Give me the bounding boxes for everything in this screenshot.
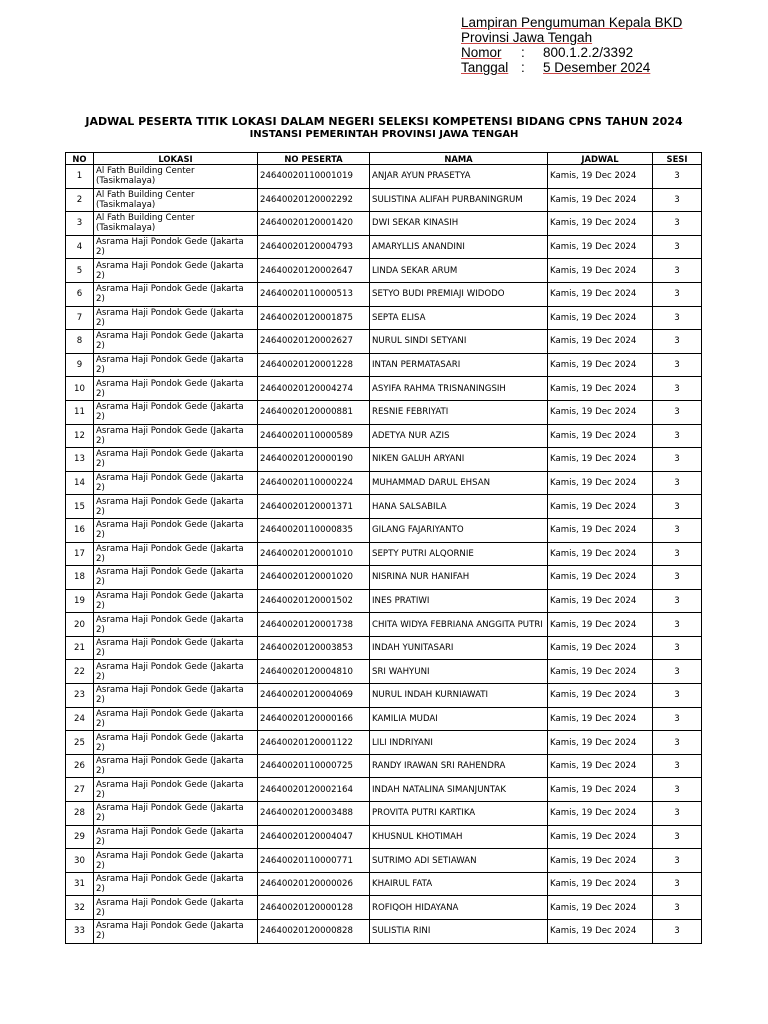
nomor-value: 800.1.2.2/3392 — [543, 45, 634, 60]
cell-no: 4 — [66, 235, 94, 259]
cell-lokasi: Asrama Haji Pondok Gede (Jakarta 2) — [94, 613, 258, 637]
cell-nama: NURUL SINDI SETYANI — [370, 330, 548, 354]
cell-no-peserta: 24640020120004069 — [258, 684, 370, 708]
table-row — [66, 448, 702, 472]
table-row — [66, 377, 702, 401]
cell-nama: RANDY IRAWAN SRI RAHENDRA — [370, 754, 548, 778]
cell-nama: LILI INDRIYANI — [370, 731, 548, 755]
cell-no: 24 — [66, 707, 94, 731]
cell-jadwal: Kamis, 19 Dec 2024 — [548, 542, 653, 566]
cell-lokasi: Asrama Haji Pondok Gede (Jakarta 2) — [94, 377, 258, 401]
cell-no-peserta: 24640020110001019 — [258, 165, 370, 189]
cell-jadwal: Kamis, 19 Dec 2024 — [548, 920, 653, 944]
cell-no: 25 — [66, 731, 94, 755]
cell-no: 22 — [66, 660, 94, 684]
cell-sesi: 3 — [653, 825, 702, 849]
col-header-jadwal: JADWAL — [548, 153, 653, 165]
cell-sesi: 3 — [653, 684, 702, 708]
tanggal-colon: : — [521, 60, 525, 75]
cell-no: 32 — [66, 896, 94, 920]
cell-nama: NISRINA NUR HANIFAH — [370, 566, 548, 590]
table-row — [66, 684, 702, 708]
cell-no: 18 — [66, 566, 94, 590]
cell-lokasi: Asrama Haji Pondok Gede (Jakarta 2) — [94, 518, 258, 542]
cell-no-peserta: 24640020120002647 — [258, 259, 370, 283]
cell-lokasi: Asrama Haji Pondok Gede (Jakarta 2) — [94, 778, 258, 802]
nomor-label: Nomor — [461, 45, 502, 60]
cell-jadwal: Kamis, 19 Dec 2024 — [548, 589, 653, 613]
cell-sesi: 3 — [653, 802, 702, 826]
cell-nama: ADETYA NUR AZIS — [370, 424, 548, 448]
cell-no: 7 — [66, 306, 94, 330]
cell-sesi: 3 — [653, 259, 702, 283]
table-row — [66, 589, 702, 613]
cell-no-peserta: 24640020120000828 — [258, 920, 370, 944]
cell-nama: SULISTINA ALIFAH PURBANINGRUM — [370, 188, 548, 212]
tanggal-value: 5 Desember 2024 — [543, 60, 651, 75]
cell-sesi: 3 — [653, 282, 702, 306]
cell-nama: KHUSNUL KHOTIMAH — [370, 825, 548, 849]
cell-jadwal: Kamis, 19 Dec 2024 — [548, 872, 653, 896]
table-row — [66, 495, 702, 519]
schedule-table — [65, 152, 702, 944]
table-row — [66, 542, 702, 566]
cell-lokasi: Asrama Haji Pondok Gede (Jakarta 2) — [94, 495, 258, 519]
cell-lokasi: Asrama Haji Pondok Gede (Jakarta 2) — [94, 589, 258, 613]
cell-nama: PROVITA PUTRI KARTIKA — [370, 802, 548, 826]
cell-sesi: 3 — [653, 778, 702, 802]
table-row — [66, 754, 702, 778]
cell-no-peserta: 24640020120001502 — [258, 589, 370, 613]
cell-nama: INDAH YUNITASARI — [370, 636, 548, 660]
cell-lokasi: Asrama Haji Pondok Gede (Jakarta 2) — [94, 849, 258, 873]
cell-no-peserta: 24640020120000026 — [258, 872, 370, 896]
cell-jadwal: Kamis, 19 Dec 2024 — [548, 235, 653, 259]
cell-nama: SULISTIA RINI — [370, 920, 548, 944]
table-row — [66, 400, 702, 424]
table-row — [66, 424, 702, 448]
cell-nama: ANJAR AYUN PRASETYA — [370, 165, 548, 189]
cell-no: 10 — [66, 377, 94, 401]
cell-no-peserta: 24640020110000513 — [258, 282, 370, 306]
table-row — [66, 802, 702, 826]
table-row — [66, 920, 702, 944]
cell-sesi: 3 — [653, 188, 702, 212]
cell-lokasi: Asrama Haji Pondok Gede (Jakarta 2) — [94, 448, 258, 472]
col-header-no-peserta: NO PESERTA — [258, 153, 370, 165]
cell-sesi: 3 — [653, 495, 702, 519]
cell-no: 13 — [66, 448, 94, 472]
tanggal-row — [461, 60, 682, 75]
cell-jadwal: Kamis, 19 Dec 2024 — [548, 377, 653, 401]
cell-no: 31 — [66, 872, 94, 896]
cell-lokasi: Asrama Haji Pondok Gede (Jakarta 2) — [94, 684, 258, 708]
cell-jadwal: Kamis, 19 Dec 2024 — [548, 707, 653, 731]
cell-no-peserta: 24640020120001228 — [258, 353, 370, 377]
table-row — [66, 235, 702, 259]
cell-lokasi: Al Fath Building Center (Tasikmalaya) — [94, 165, 258, 189]
cell-lokasi: Asrama Haji Pondok Gede (Jakarta 2) — [94, 802, 258, 826]
cell-jadwal: Kamis, 19 Dec 2024 — [548, 896, 653, 920]
table-row — [66, 165, 702, 189]
table-row — [66, 518, 702, 542]
cell-no-peserta: 24640020120001122 — [258, 731, 370, 755]
cell-lokasi: Asrama Haji Pondok Gede (Jakarta 2) — [94, 306, 258, 330]
cell-no: 29 — [66, 825, 94, 849]
cell-no: 12 — [66, 424, 94, 448]
cell-no: 15 — [66, 495, 94, 519]
cell-nama: SEPTA ELISA — [370, 306, 548, 330]
table-row — [66, 353, 702, 377]
cell-sesi: 3 — [653, 424, 702, 448]
cell-no-peserta: 24640020120000190 — [258, 448, 370, 472]
cell-sesi: 3 — [653, 353, 702, 377]
cell-sesi: 3 — [653, 872, 702, 896]
cell-jadwal: Kamis, 19 Dec 2024 — [548, 778, 653, 802]
table-row — [66, 330, 702, 354]
cell-sesi: 3 — [653, 471, 702, 495]
cell-no-peserta: 24640020110000771 — [258, 849, 370, 873]
cell-jadwal: Kamis, 19 Dec 2024 — [548, 188, 653, 212]
cell-lokasi: Asrama Haji Pondok Gede (Jakarta 2) — [94, 353, 258, 377]
cell-jadwal: Kamis, 19 Dec 2024 — [548, 448, 653, 472]
cell-lokasi: Asrama Haji Pondok Gede (Jakarta 2) — [94, 707, 258, 731]
cell-jadwal: Kamis, 19 Dec 2024 — [548, 731, 653, 755]
cell-jadwal: Kamis, 19 Dec 2024 — [548, 636, 653, 660]
cell-no: 19 — [66, 589, 94, 613]
nomor-colon: : — [521, 45, 525, 60]
cell-lokasi: Asrama Haji Pondok Gede (Jakarta 2) — [94, 872, 258, 896]
cell-no: 6 — [66, 282, 94, 306]
cell-no: 33 — [66, 920, 94, 944]
cell-jadwal: Kamis, 19 Dec 2024 — [548, 330, 653, 354]
cell-no: 9 — [66, 353, 94, 377]
cell-jadwal: Kamis, 19 Dec 2024 — [548, 259, 653, 283]
cell-nama: MUHAMMAD DARUL EHSAN — [370, 471, 548, 495]
cell-nama: NIKEN GALUH ARYANI — [370, 448, 548, 472]
table-row — [66, 707, 702, 731]
letter-header — [461, 15, 682, 75]
cell-nama: ASYIFA RAHMA TRISNANINGSIH — [370, 377, 548, 401]
cell-lokasi: Asrama Haji Pondok Gede (Jakarta 2) — [94, 825, 258, 849]
cell-no-peserta: 24640020120001875 — [258, 306, 370, 330]
cell-jadwal: Kamis, 19 Dec 2024 — [548, 424, 653, 448]
cell-no-peserta: 24640020120004810 — [258, 660, 370, 684]
cell-lokasi: Asrama Haji Pondok Gede (Jakarta 2) — [94, 282, 258, 306]
document-subtitle: INSTANSI PEMERINTAH PROVINSI JAWA TENGAH — [249, 129, 519, 140]
cell-sesi: 3 — [653, 212, 702, 236]
cell-no-peserta: 24640020120003488 — [258, 802, 370, 826]
cell-jadwal: Kamis, 19 Dec 2024 — [548, 660, 653, 684]
cell-no-peserta: 24640020120001420 — [258, 212, 370, 236]
table-row — [66, 778, 702, 802]
cell-lokasi: Asrama Haji Pondok Gede (Jakarta 2) — [94, 731, 258, 755]
col-header-sesi: SESI — [653, 153, 702, 165]
table-row — [66, 188, 702, 212]
cell-lokasi: Asrama Haji Pondok Gede (Jakarta 2) — [94, 920, 258, 944]
table-row — [66, 849, 702, 873]
cell-no: 28 — [66, 802, 94, 826]
cell-nama: KAMILIA MUDAI — [370, 707, 548, 731]
cell-no-peserta: 24640020110000835 — [258, 518, 370, 542]
cell-sesi: 3 — [653, 165, 702, 189]
cell-sesi: 3 — [653, 589, 702, 613]
cell-lokasi: Asrama Haji Pondok Gede (Jakarta 2) — [94, 400, 258, 424]
cell-no-peserta: 24640020110000589 — [258, 424, 370, 448]
tanggal-label: Tanggal — [461, 60, 509, 75]
table-row — [66, 282, 702, 306]
cell-no: 23 — [66, 684, 94, 708]
cell-sesi: 3 — [653, 566, 702, 590]
cell-no-peserta: 24640020120002164 — [258, 778, 370, 802]
cell-no-peserta: 24640020120003853 — [258, 636, 370, 660]
col-header-lokasi: LOKASI — [94, 153, 258, 165]
cell-nama: DWI SEKAR KINASIH — [370, 212, 548, 236]
cell-no-peserta: 24640020120002627 — [258, 330, 370, 354]
cell-jadwal: Kamis, 19 Dec 2024 — [548, 566, 653, 590]
cell-no: 11 — [66, 400, 94, 424]
cell-nama: SRI WAHYUNI — [370, 660, 548, 684]
cell-nama: SUTRIMO ADI SETIAWAN — [370, 849, 548, 873]
cell-sesi: 3 — [653, 518, 702, 542]
cell-lokasi: Al Fath Building Center (Tasikmalaya) — [94, 188, 258, 212]
cell-lokasi: Asrama Haji Pondok Gede (Jakarta 2) — [94, 330, 258, 354]
cell-lokasi: Asrama Haji Pondok Gede (Jakarta 2) — [94, 754, 258, 778]
cell-sesi: 3 — [653, 754, 702, 778]
table-row — [66, 471, 702, 495]
cell-lokasi: Asrama Haji Pondok Gede (Jakarta 2) — [94, 471, 258, 495]
table-row — [66, 636, 702, 660]
cell-jadwal: Kamis, 19 Dec 2024 — [548, 754, 653, 778]
cell-no: 8 — [66, 330, 94, 354]
document-title: JADWAL PESERTA TITIK LOKASI DALAM NEGERI SELEKSI KOMPETENSI BIDANG CPNS TAHUN 2024 — [85, 115, 683, 128]
cell-nama: HANA SALSABILA — [370, 495, 548, 519]
table-row — [66, 660, 702, 684]
cell-no: 1 — [66, 165, 94, 189]
cell-lokasi: Al Fath Building Center (Tasikmalaya) — [94, 212, 258, 236]
cell-sesi: 3 — [653, 448, 702, 472]
cell-sesi: 3 — [653, 377, 702, 401]
cell-jadwal: Kamis, 19 Dec 2024 — [548, 825, 653, 849]
cell-no-peserta: 24640020120001020 — [258, 566, 370, 590]
cell-no: 21 — [66, 636, 94, 660]
cell-nama: ROFIQOH HIDAYANA — [370, 896, 548, 920]
cell-nama: AMARYLLIS ANANDINI — [370, 235, 548, 259]
cell-no-peserta: 24640020120000881 — [258, 400, 370, 424]
cell-jadwal: Kamis, 19 Dec 2024 — [548, 613, 653, 637]
cell-sesi: 3 — [653, 849, 702, 873]
cell-sesi: 3 — [653, 731, 702, 755]
cell-no: 17 — [66, 542, 94, 566]
cell-lokasi: Asrama Haji Pondok Gede (Jakarta 2) — [94, 235, 258, 259]
cell-jadwal: Kamis, 19 Dec 2024 — [548, 400, 653, 424]
cell-no: 27 — [66, 778, 94, 802]
cell-sesi: 3 — [653, 330, 702, 354]
table-body — [66, 165, 702, 944]
cell-nama: INDAH NATALINA SIMANJUNTAK — [370, 778, 548, 802]
cell-nama: LINDA SEKAR ARUM — [370, 259, 548, 283]
cell-nama: NURUL INDAH KURNIAWATI — [370, 684, 548, 708]
cell-no-peserta: 24640020120000128 — [258, 896, 370, 920]
cell-jadwal: Kamis, 19 Dec 2024 — [548, 684, 653, 708]
cell-lokasi: Asrama Haji Pondok Gede (Jakarta 2) — [94, 660, 258, 684]
cell-nama: RESNIE FEBRIYATI — [370, 400, 548, 424]
nomor-row — [461, 45, 682, 60]
cell-no: 2 — [66, 188, 94, 212]
table-row — [66, 259, 702, 283]
cell-sesi: 3 — [653, 306, 702, 330]
cell-jadwal: Kamis, 19 Dec 2024 — [548, 282, 653, 306]
cell-no: 16 — [66, 518, 94, 542]
cell-nama: KHAIRUL FATA — [370, 872, 548, 896]
table-row — [66, 896, 702, 920]
cell-jadwal: Kamis, 19 Dec 2024 — [548, 495, 653, 519]
header-line-1: Lampiran Pengumuman Kepala BKD — [461, 15, 683, 30]
cell-lokasi: Asrama Haji Pondok Gede (Jakarta 2) — [94, 542, 258, 566]
header-line-2: Provinsi Jawa Tengah — [461, 30, 593, 45]
cell-lokasi: Asrama Haji Pondok Gede (Jakarta 2) — [94, 566, 258, 590]
cell-jadwal: Kamis, 19 Dec 2024 — [548, 353, 653, 377]
cell-no-peserta: 24640020120004047 — [258, 825, 370, 849]
cell-no: 5 — [66, 259, 94, 283]
cell-lokasi: Asrama Haji Pondok Gede (Jakarta 2) — [94, 424, 258, 448]
cell-jadwal: Kamis, 19 Dec 2024 — [548, 518, 653, 542]
cell-no: 30 — [66, 849, 94, 873]
cell-no-peserta: 24640020120004793 — [258, 235, 370, 259]
cell-no-peserta: 24640020120002292 — [258, 188, 370, 212]
cell-nama: SETYO BUDI PREMIAJI WIDODO — [370, 282, 548, 306]
cell-jadwal: Kamis, 19 Dec 2024 — [548, 471, 653, 495]
cell-no-peserta: 24640020120001010 — [258, 542, 370, 566]
cell-no-peserta: 24640020120001371 — [258, 495, 370, 519]
table-row — [66, 566, 702, 590]
cell-lokasi: Asrama Haji Pondok Gede (Jakarta 2) — [94, 259, 258, 283]
cell-sesi: 3 — [653, 636, 702, 660]
col-header-no: NO — [66, 153, 94, 165]
cell-jadwal: Kamis, 19 Dec 2024 — [548, 849, 653, 873]
cell-sesi: 3 — [653, 896, 702, 920]
cell-no-peserta: 24640020110000224 — [258, 471, 370, 495]
table-row — [66, 212, 702, 236]
cell-no-peserta: 24640020120001738 — [258, 613, 370, 637]
cell-nama: SEPTY PUTRI ALQORNIE — [370, 542, 548, 566]
cell-no: 26 — [66, 754, 94, 778]
cell-no: 20 — [66, 613, 94, 637]
cell-no: 3 — [66, 212, 94, 236]
cell-sesi: 3 — [653, 707, 702, 731]
cell-sesi: 3 — [653, 542, 702, 566]
cell-sesi: 3 — [653, 613, 702, 637]
table-header-row — [66, 153, 702, 165]
cell-jadwal: Kamis, 19 Dec 2024 — [548, 165, 653, 189]
cell-lokasi: Asrama Haji Pondok Gede (Jakarta 2) — [94, 896, 258, 920]
cell-no: 14 — [66, 471, 94, 495]
cell-jadwal: Kamis, 19 Dec 2024 — [548, 802, 653, 826]
cell-jadwal: Kamis, 19 Dec 2024 — [548, 212, 653, 236]
cell-sesi: 3 — [653, 920, 702, 944]
cell-no-peserta: 24640020110000725 — [258, 754, 370, 778]
table-row — [66, 731, 702, 755]
cell-no-peserta: 24640020120004274 — [258, 377, 370, 401]
cell-nama: INES PRATIWI — [370, 589, 548, 613]
table-row — [66, 872, 702, 896]
cell-sesi: 3 — [653, 400, 702, 424]
cell-nama: GILANG FAJARIYANTO — [370, 518, 548, 542]
col-header-nama: NAMA — [370, 153, 548, 165]
table-row — [66, 825, 702, 849]
table-row — [66, 613, 702, 637]
cell-no-peserta: 24640020120000166 — [258, 707, 370, 731]
table-row — [66, 306, 702, 330]
cell-nama: CHITA WIDYA FEBRIANA ANGGITA PUTRI — [370, 613, 548, 637]
cell-sesi: 3 — [653, 235, 702, 259]
cell-nama: INTAN PERMATASARI — [370, 353, 548, 377]
cell-lokasi: Asrama Haji Pondok Gede (Jakarta 2) — [94, 636, 258, 660]
cell-jadwal: Kamis, 19 Dec 2024 — [548, 306, 653, 330]
cell-sesi: 3 — [653, 660, 702, 684]
